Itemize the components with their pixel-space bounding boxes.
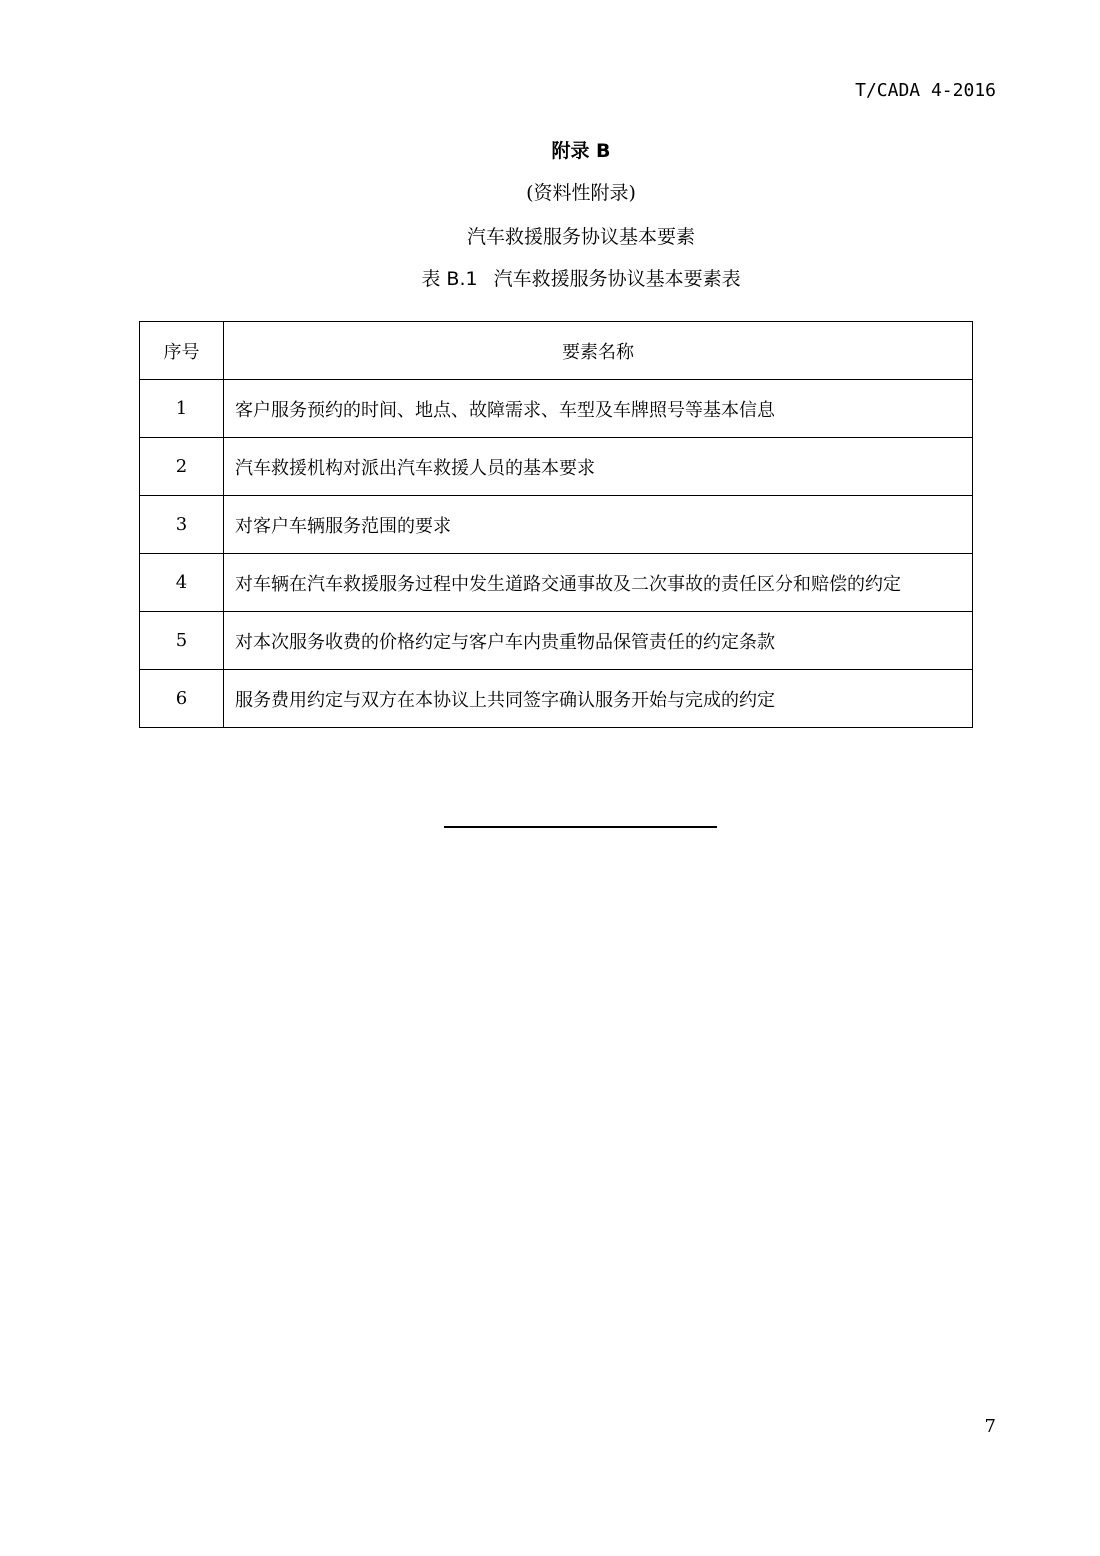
- table-caption-title: 汽车救援服务协议基本要素表: [493, 268, 741, 290]
- row-element-name: 服务费用约定与双方在本协议上共同签字确认服务开始与完成的约定: [224, 670, 973, 728]
- table-row: [140, 380, 973, 438]
- table-row: [140, 612, 973, 670]
- elements-table: [139, 321, 973, 728]
- row-number: 3: [140, 496, 224, 554]
- table-row: [140, 554, 973, 612]
- row-element-name: 汽车救援机构对派出汽车救援人员的基本要求: [224, 438, 973, 496]
- row-number: 2: [140, 438, 224, 496]
- row-number: 6: [140, 670, 224, 728]
- page-number: 7: [984, 1416, 996, 1437]
- row-element-name: 客户服务预约的时间、地点、故障需求、车型及车牌照号等基本信息: [224, 380, 973, 438]
- appendix-heading: 汽车救援服务协议基本要素: [466, 226, 695, 248]
- table-row: [140, 670, 973, 728]
- table-caption: [0, 264, 1100, 291]
- table-header-row: [140, 322, 973, 380]
- row-number: 1: [140, 380, 224, 438]
- standard-code: T/CADA 4-2016: [855, 80, 996, 101]
- column-header-no: 序号: [140, 322, 224, 380]
- table-row: [140, 438, 973, 496]
- row-number: 4: [140, 554, 224, 612]
- row-element-name: 对客户车辆服务范围的要求: [224, 496, 973, 554]
- table-row: [140, 496, 973, 554]
- appendix-type: (资料性附录): [526, 182, 636, 204]
- column-header-name: 要素名称: [224, 322, 973, 380]
- row-element-name: 对本次服务收费的价格约定与客户车内贵重物品保管责任的约定条款: [224, 612, 973, 670]
- end-of-document-line: [444, 826, 717, 828]
- appendix-title: 附录 B: [551, 140, 611, 162]
- row-element-name: 对车辆在汽车救援服务过程中发生道路交通事故及二次事故的责任区分和赔偿的约定: [224, 554, 973, 612]
- table-caption-number: 表 B.1: [421, 268, 478, 290]
- row-number: 5: [140, 612, 224, 670]
